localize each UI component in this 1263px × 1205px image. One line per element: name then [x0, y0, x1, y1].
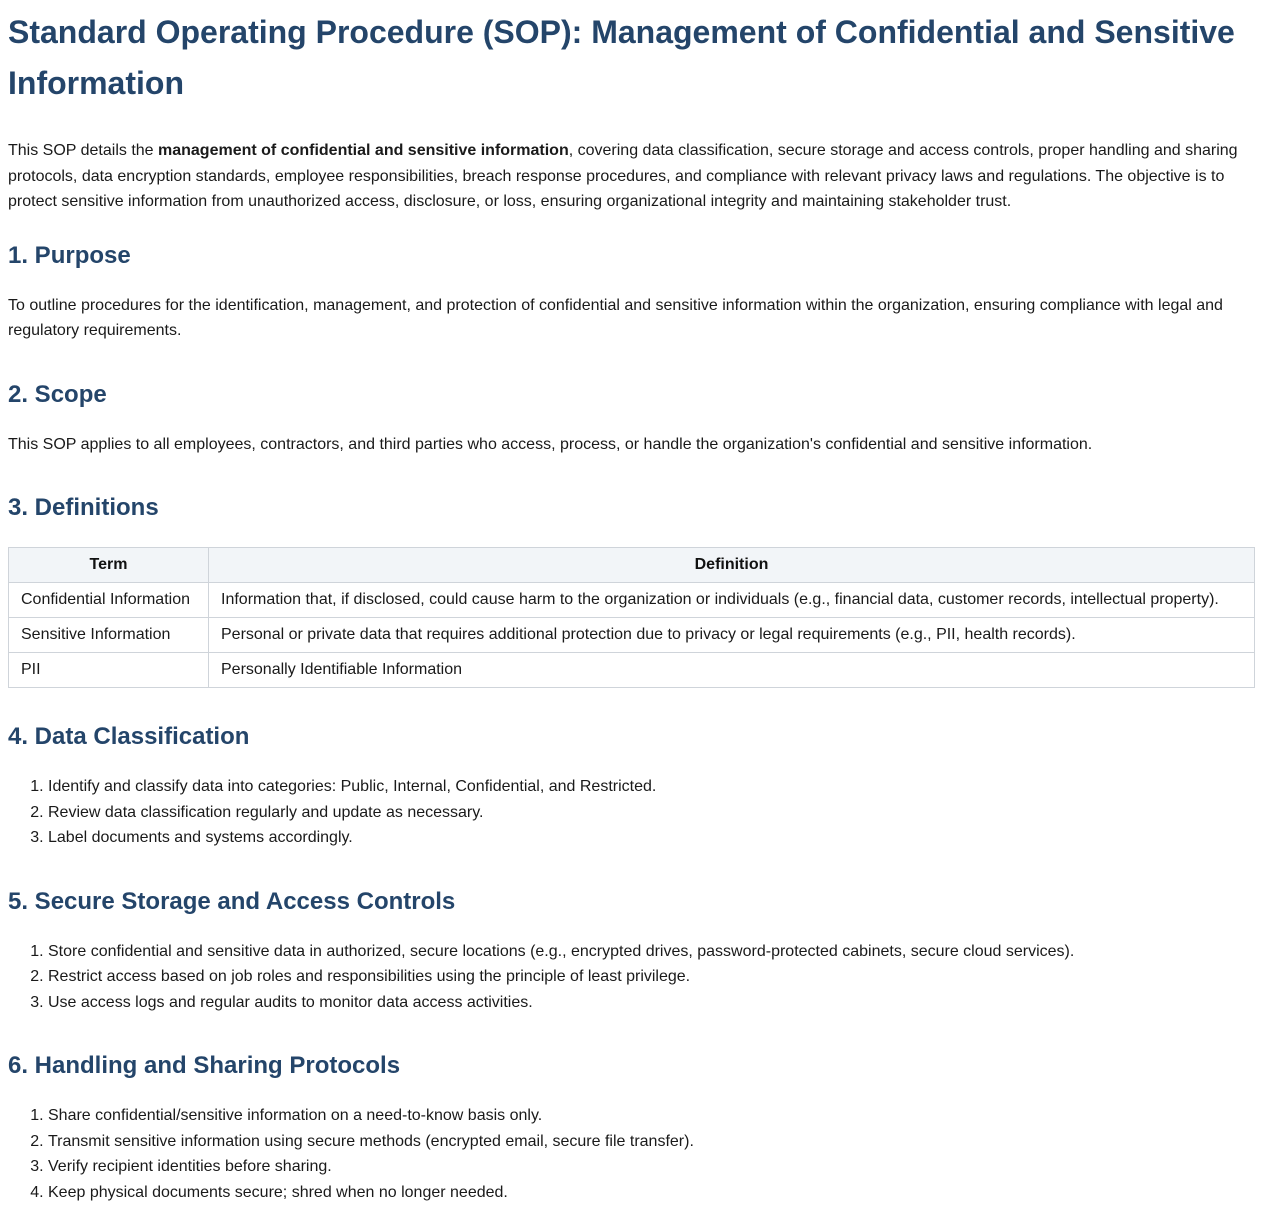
- list-item: 1. Share confidential/sensitive information on a need-to-know basis only.: [48, 1103, 1255, 1129]
- scope-text: This SOP applies to all employees, contractors, and third parties who access, process, or handle the organization's confidential and sensitive information.: [8, 432, 1255, 458]
- table-header-row: [9, 548, 1255, 583]
- list-item: 1. Identify and classify data into categories: Public, Internal, Confidential, and Restricted.: [48, 774, 1255, 800]
- definition-cell: Personally Identifiable Information: [209, 653, 1255, 688]
- table-row: [9, 618, 1255, 653]
- list-item: 1. Store confidential and sensitive data in authorized, secure locations (e.g., encrypted drives, password-protected cabinets, secure cloud services).: [48, 939, 1255, 965]
- term-cell: Sensitive Information: [9, 618, 209, 653]
- section-heading-purpose: 1. Purpose: [8, 241, 1255, 271]
- list-item: 3. Use access logs and regular audits to monitor data access activities.: [48, 990, 1255, 1016]
- table-row: [9, 653, 1255, 688]
- section-heading-storage: 5. Secure Storage and Access Controls: [8, 887, 1255, 917]
- section-heading-classification: 4. Data Classification: [8, 722, 1255, 752]
- classification-list: [8, 774, 1255, 851]
- list-item: 3. Verify recipient identities before sharing.: [48, 1154, 1255, 1180]
- section-heading-scope: 2. Scope: [8, 380, 1255, 410]
- list-item: 3. Label documents and systems accordingly.: [48, 825, 1255, 851]
- intro-text-bold: management of confidential and sensitive information: [158, 142, 569, 159]
- column-header-definition: Definition: [209, 548, 1255, 583]
- purpose-text: To outline procedures for the identification, management, and protection of confidential and sensitive information within the organization, ensuring compliance with legal and regulatory requirements.: [8, 293, 1255, 344]
- definition-cell: Information that, if disclosed, could cause harm to the organization or individuals (e.g., financial data, customer records, intellectual property).: [209, 583, 1255, 618]
- definition-cell: Personal or private data that requires additional protection due to privacy or legal requirements (e.g., PII, health records).: [209, 618, 1255, 653]
- table-row: [9, 583, 1255, 618]
- intro-paragraph: [8, 138, 1255, 215]
- page-title: Standard Operating Procedure (SOP): Management of Confidential and Sensitive Information: [8, 7, 1255, 109]
- column-header-term: Term: [9, 548, 209, 583]
- intro-text-post: , covering data classification, secure storage and access controls, proper handling and sharing protocols, data encryption standards, employee responsibilities, breach response procedures, and compliance with relevant privacy laws and regulations. The objective is to protect sensitive information from unauthorized access, disclosure, or loss, ensuring organizational integrity and maintaining stakeholder trust.: [8, 142, 1238, 210]
- list-item: 2. Transmit sensitive information using secure methods (encrypted email, secure file transfer).: [48, 1129, 1255, 1155]
- section-heading-handling: 6. Handling and Sharing Protocols: [8, 1051, 1255, 1081]
- document-page: [0, 7, 1263, 1205]
- term-cell: Confidential Information: [9, 583, 209, 618]
- definitions-table: [8, 547, 1255, 688]
- list-item: 2. Restrict access based on job roles and responsibilities using the principle of least privilege.: [48, 964, 1255, 990]
- storage-list: [8, 939, 1255, 1016]
- list-item: 2. Review data classification regularly and update as necessary.: [48, 800, 1255, 826]
- intro-text-pre: This SOP details the: [8, 142, 158, 159]
- list-item: 4. Keep physical documents secure; shred when no longer needed.: [48, 1180, 1255, 1205]
- section-heading-definitions: 3. Definitions: [8, 493, 1255, 523]
- term-cell: PII: [9, 653, 209, 688]
